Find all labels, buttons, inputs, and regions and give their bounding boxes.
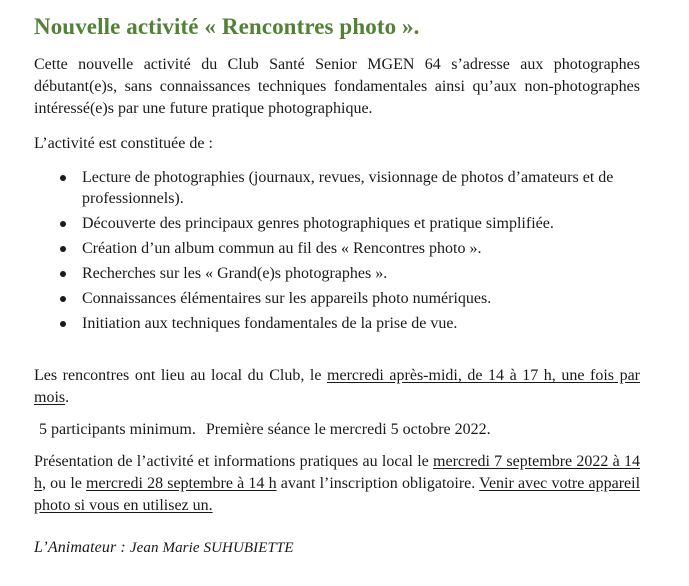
activities-lead: L’activité est constituée de : xyxy=(34,135,213,152)
signature-name: Jean Marie SUHUBIETTE xyxy=(129,540,294,556)
list-item: Recherches sur les « Grand(e)s photographes ». xyxy=(82,263,640,284)
presentation-prefix: Présentation de l’activité et informations pratiques au local le xyxy=(34,453,434,470)
signature xyxy=(34,537,640,559)
presentation-middle: , ou le xyxy=(42,475,87,492)
presentation-paragraph xyxy=(34,451,640,517)
activities-list xyxy=(34,167,640,334)
list-item: Connaissances élémentaires sur les appareils photo numériques. xyxy=(82,288,640,309)
list-item: Découverte des principaux genres photographiques et pratique simplifiée. xyxy=(82,213,640,234)
presentation-after: avant l’inscription obligatoire. xyxy=(276,475,480,492)
participants-line xyxy=(34,419,640,441)
presentation-note: Venir avec votre appareil photo si vous en utilisez un. xyxy=(34,475,641,514)
list-item: Création d’un album commun au fil des « Rencontres photo ». xyxy=(82,238,640,259)
schedule-suffix: . xyxy=(65,389,70,406)
schedule-paragraph xyxy=(34,365,640,409)
schedule-prefix: Les rencontres ont lieu au local du Club, le xyxy=(34,367,328,384)
list-item: Lecture de photographies (journaux, revues, visionnage de photos d’amateurs et de professionnels). xyxy=(82,167,640,209)
presentation-date-2: mercredi 28 septembre à 14 h xyxy=(86,475,277,492)
signature-role: L’Animateur : xyxy=(34,539,130,556)
page-title: Nouvelle activité « Rencontres photo ». xyxy=(34,14,420,39)
first-session: Première séance le mercredi 5 octobre 2022. xyxy=(205,421,491,438)
list-item: Initiation aux techniques fondamentales de la prise de vue. xyxy=(82,313,640,334)
participants-minimum: 5 participants minimum. xyxy=(39,421,196,438)
intro-paragraph: Cette nouvelle activité du Club Santé Senior MGEN 64 s’adresse aux photographes débutant(e)s, sans connaissances techniques fondamentales ainsi qu’aux non-photographes intéressé(e)s par une future pratique photographique. xyxy=(34,56,640,117)
schedule-when: mercredi après-midi, de 14 à 17 h, une fois par mois xyxy=(34,367,641,406)
presentation-date-1: mercredi 7 septembre 2022 à 14 h xyxy=(34,453,640,492)
